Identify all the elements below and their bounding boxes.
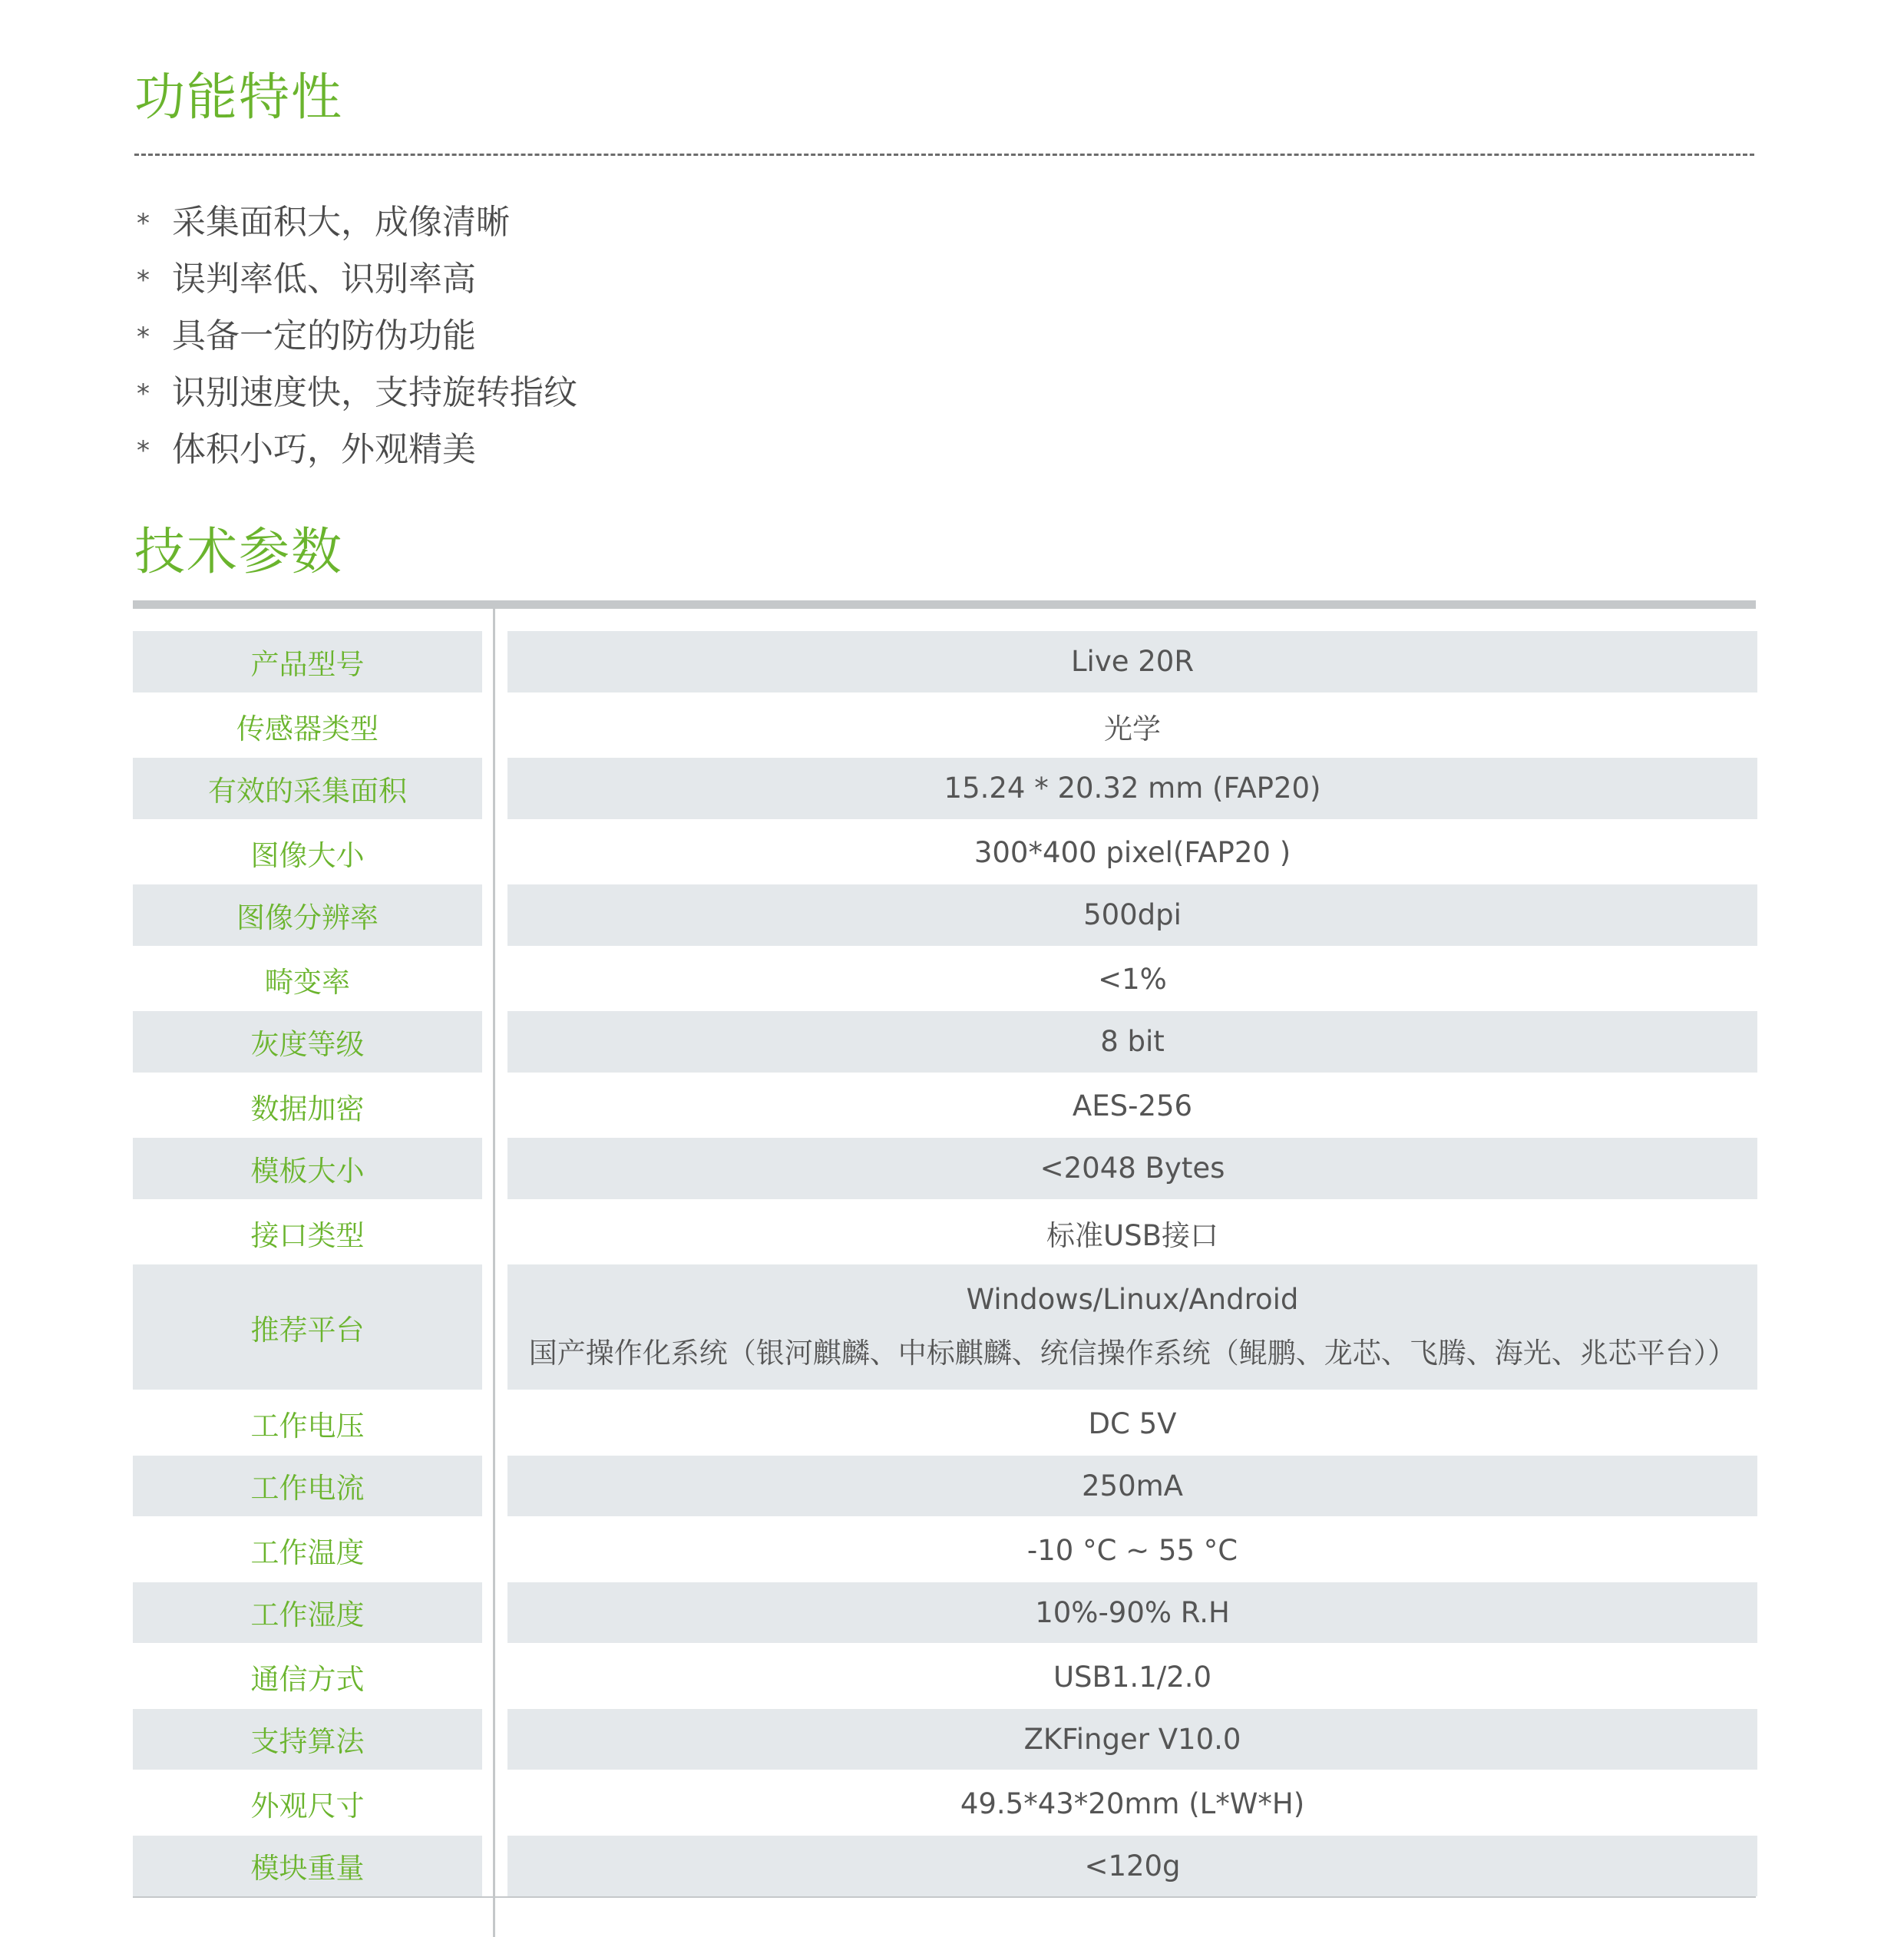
spec-value-text: 300*400 pixel(FAP20 ) (973, 836, 1291, 870)
spec-label: 有效的采集面积 (133, 758, 482, 821)
spec-value (507, 948, 1757, 1012)
feature-item (137, 418, 1288, 474)
table-row (133, 1202, 1757, 1265)
spec-value (507, 821, 1757, 885)
spec-value-text: 500dpi (1083, 898, 1182, 932)
spec-value-text: 49.5*43*20mm (L*W*H) (960, 1787, 1305, 1820)
table-row (133, 1138, 1757, 1202)
feature-item (137, 361, 1288, 418)
spec-value-text: <2048 Bytes (1040, 1152, 1225, 1185)
spec-value (507, 1645, 1757, 1709)
spec-value (507, 1772, 1757, 1836)
spec-label: 传感器类型 (236, 712, 378, 745)
spec-value-text: ZKFinger V10.0 (1023, 1722, 1241, 1756)
table-row (133, 948, 1757, 1012)
spec-value (507, 1456, 1757, 1519)
table-row (133, 1264, 1757, 1392)
spec-value-text: Windows/Linux/Android (966, 1283, 1299, 1316)
table-row (133, 631, 1757, 695)
table-row (133, 1836, 1757, 1899)
feature-text: 体积小巧，外观精美 (172, 430, 476, 469)
spec-label: 图像分辨率 (133, 884, 482, 948)
spec-value-text: 8 bit (1100, 1025, 1165, 1059)
table-row (133, 1392, 1757, 1456)
spec-value-text: -10 °C ~ 55 °C (1026, 1533, 1238, 1567)
table-row (133, 1011, 1757, 1075)
spec-value-text: 标准USB接口 (1046, 1218, 1218, 1252)
spec-label: 模块重量 (133, 1836, 482, 1899)
table-row (133, 758, 1757, 821)
bullet-star-icon: * (137, 208, 150, 239)
spec-label: 工作电压 (250, 1410, 365, 1443)
table-row (133, 1709, 1757, 1773)
feature-text: 采集面积大，成像清晰 (172, 203, 510, 242)
spec-value (507, 1392, 1757, 1456)
spec-label: 数据加密 (250, 1092, 365, 1126)
spec-value (507, 1582, 1757, 1646)
spec-value (507, 1519, 1757, 1582)
feature-item (137, 247, 1288, 304)
spec-label: 推荐平台 (133, 1264, 482, 1392)
table-row (133, 1772, 1757, 1836)
spec-value (507, 695, 1757, 759)
spec-value (507, 631, 1757, 695)
bullet-star-icon: * (137, 322, 150, 352)
specs-header-bar (133, 600, 1756, 609)
feature-text: 识别速度快，支持旋转指纹 (172, 373, 577, 412)
spec-value (507, 1836, 1757, 1899)
spec-value-text: <120g (1084, 1849, 1181, 1882)
spec-value-text: 250mA (1082, 1469, 1183, 1502)
spec-label: 接口类型 (250, 1218, 365, 1252)
table-row (133, 1582, 1757, 1646)
spec-label: 通信方式 (250, 1663, 365, 1697)
spec-value (507, 1202, 1757, 1265)
spec-value (507, 1011, 1757, 1075)
spec-label: 外观尺寸 (250, 1790, 365, 1823)
dashed-divider (134, 154, 1754, 156)
bullet-star-icon: * (137, 378, 150, 409)
spec-value-text: DC 5V (1088, 1406, 1177, 1440)
spec-value (507, 1264, 1757, 1392)
spec-value-text: 10%-90% R.H (1035, 1595, 1230, 1629)
spec-value-text: USB1.1/2.0 (1053, 1660, 1212, 1694)
spec-table (133, 631, 1757, 1899)
spec-value (507, 758, 1757, 821)
spec-value (507, 1075, 1757, 1139)
table-row (133, 884, 1757, 948)
feature-item (137, 190, 1288, 247)
spec-label: 支持算法 (133, 1709, 482, 1773)
features-list (137, 190, 1288, 474)
table-row (133, 821, 1757, 885)
table-row (133, 695, 1757, 759)
spec-label: 工作温度 (250, 1536, 365, 1570)
spec-value (507, 1709, 1757, 1773)
spec-value-text: Live 20R (1070, 645, 1195, 679)
features-title: 功能特性 (134, 68, 343, 127)
spec-label: 图像大小 (250, 838, 365, 872)
spec-value (507, 1138, 1757, 1202)
table-row (133, 1645, 1757, 1709)
table-row (133, 1075, 1757, 1139)
feature-item (137, 304, 1288, 361)
spec-value-text: AES-256 (1072, 1089, 1193, 1123)
table-row (133, 1456, 1757, 1519)
spec-value-text: 15.24 * 20.32 mm (FAP20) (944, 772, 1321, 805)
spec-value-text-line2: 国产操作化系统（银河麒麟、中标麒麟、统信操作系统（鲲鹏、龙芯、飞腾、海光、兆芯平台）） (528, 1337, 1737, 1370)
bullet-star-icon: * (137, 435, 150, 466)
spec-value-text: 光学 (1104, 712, 1161, 745)
feature-text: 具备一定的防伪功能 (172, 316, 476, 355)
spec-value (507, 884, 1757, 948)
spec-value-text: <1% (1098, 963, 1167, 997)
specs-title: 技术参数 (134, 522, 343, 581)
spec-label: 畸变率 (265, 965, 350, 999)
spec-label: 模板大小 (133, 1138, 482, 1202)
spec-label: 产品型号 (133, 631, 482, 695)
spec-label: 工作湿度 (133, 1582, 482, 1646)
spec-label: 灰度等级 (133, 1011, 482, 1075)
table-row (133, 1519, 1757, 1582)
feature-text: 误判率低、识别率高 (172, 259, 476, 299)
spec-label: 工作电流 (133, 1456, 482, 1519)
table-bottom-rule (133, 1896, 1756, 1898)
bullet-star-icon: * (137, 265, 150, 296)
